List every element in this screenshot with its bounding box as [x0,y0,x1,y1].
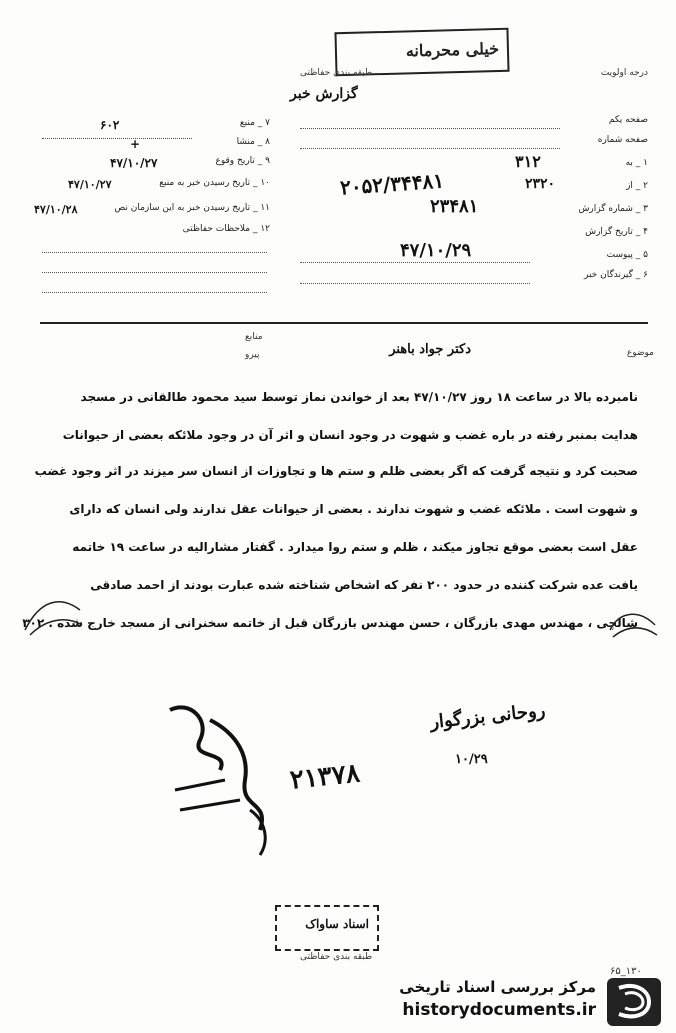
left-dotline-2 [42,252,267,253]
right-dotline-2 [300,148,560,149]
body-line-2: هدایت بمنبر رفته در باره غضب و شهوت در وجود انسان و اثر آن در وجود ملائکه بعضی از حیوانات [62,428,638,442]
left-dotline-3 [42,272,267,273]
subject-value: دکتر جواد باهنر [389,342,471,357]
field-source [30,118,270,132]
body-line-7: شالچی ، مهندس مهدی بازرگان ، حسن مهندس بازرگان قبل از خاتمه سخنرانی از مسجد خارج شده . ۳۰۲ [22,616,638,630]
field-to-value: ۳۱۲ [515,152,541,171]
top-secret-stamp-text: خیلی محرمانه [405,38,500,61]
bottom-stamp-sub: طبقه بندی حفاظتی [300,952,373,962]
margin-squiggle-right [605,605,660,645]
field-page-first: صفحه یکم [608,115,648,125]
right-dotline-4 [300,283,530,284]
body-line-3: صحبت کرد و نتیجه گرفت که اگر بعضی ظلم و ستم ها و تجاوزات از انسان سر میزند در اثر وجود غضب [34,464,638,478]
field-recipients: ۶ _ گیرندگان خبر [583,270,648,280]
footer-website: historydocuments.ir [402,1000,596,1020]
side-note-reference: پیرو [245,350,260,360]
field-to: ۱ _ به [625,158,648,168]
signature-date: ۱۰/۲۹ [455,752,488,767]
field-security-notes-label: ۱۲ _ ملاحظات حفاظتی [182,224,270,234]
right-dotline-3 [300,262,530,263]
field-source-date-label: ۱۰ _ تاریخ رسیدن خبر به منبع [159,178,270,188]
field-page-number: صفحه شماره [597,135,648,145]
footer-org-name: مرکز بررسی اسناد تاریخی [399,978,596,996]
field-from-value: ۲۳۲۰ [525,176,556,192]
priority-label: درجه اولویت [600,68,648,78]
field-report-number: ۳ _ شماره گزارش [578,204,648,214]
signature: روحانی بزرگوار [429,700,547,733]
body-line-5: عقل است بعضی موقع تجاوز میکند ، ظلم و ستم روا میدارد . گفتار مشارالیه در ساعت ۱۹ خاتمه [72,540,638,554]
field-source-label: ۷ _ منبع [239,118,270,128]
archive-logo-icon [605,976,663,1028]
field-report-date-value: ۴۷/۱۰/۲۹ [400,240,472,261]
handwritten-code: ۲۰۵۲/۳۴۴۸۱ [339,168,445,200]
side-note-sources: منابع [245,332,263,342]
field-origin [30,137,270,151]
footer [0,958,676,1033]
bottom-stamp-text: اسناد ساواک [305,917,369,931]
field-org-date [30,203,270,216]
field-attachment: ۵ _ پیوست [606,250,648,260]
field-report-date: ۴ _ تاریخ گزارش [585,227,648,237]
field-origin-value: + [130,137,141,151]
field-event-date [30,156,270,170]
body-line-1: نامبرده بالا در ساعت ۱۸ روز ۴۷/۱۰/۲۷ بعد از خواندن نماز توسط سید محمود طالقانی در مسجد [80,390,638,404]
field-source-date [30,178,270,191]
field-from: ۲ _ از [626,181,648,191]
bottom-stamp [275,905,379,951]
left-dotline-4 [42,292,267,293]
margin-squiggle-left [20,590,90,640]
handwritten-scribbles [150,690,310,870]
field-source-value: ۶۰۲ [100,118,120,132]
field-event-date-value: ۴۷/۱۰/۲۷ [110,156,158,170]
field-org-date-value: ۴۷/۱۰/۲۸ [34,203,78,216]
left-dotline-1 [42,138,192,139]
field-report-number-value: ۲۳۴۸۱ [430,196,479,217]
field-security-notes [30,224,270,234]
body-line-6: یافت عده شرکت کننده در حدود ۲۰۰ نفر که اشخاص شناخته شده عبارت بودند از احمد صادقی [90,578,638,592]
field-source-date-value: ۴۷/۱۰/۲۷ [68,178,112,191]
report-title: گزارش خبر [290,86,358,102]
right-dotline-1 [300,128,560,129]
field-org-date-label: ۱۱ _ تاریخ رسیدن خبر به این سازمان نص [114,203,270,213]
page-code: ۶۵_۱۳۰ [610,966,642,977]
field-event-date-label: ۹ _ تاریخ وقوع [215,156,270,166]
header-divider [40,322,648,324]
subject-label: موضوع [626,348,654,358]
margin-numbers: ۲۱۳۷۸ [288,758,362,796]
body-line-4: و شهوت است . ملائکه غضب و شهوت ندارند . بعضی از حیوانات عقل ندارند ولی انسان که دارای [69,502,638,516]
classification-label: طبقه بندی حفاظتی [300,68,373,78]
field-origin-label: ۸ _ منشا [236,137,270,147]
